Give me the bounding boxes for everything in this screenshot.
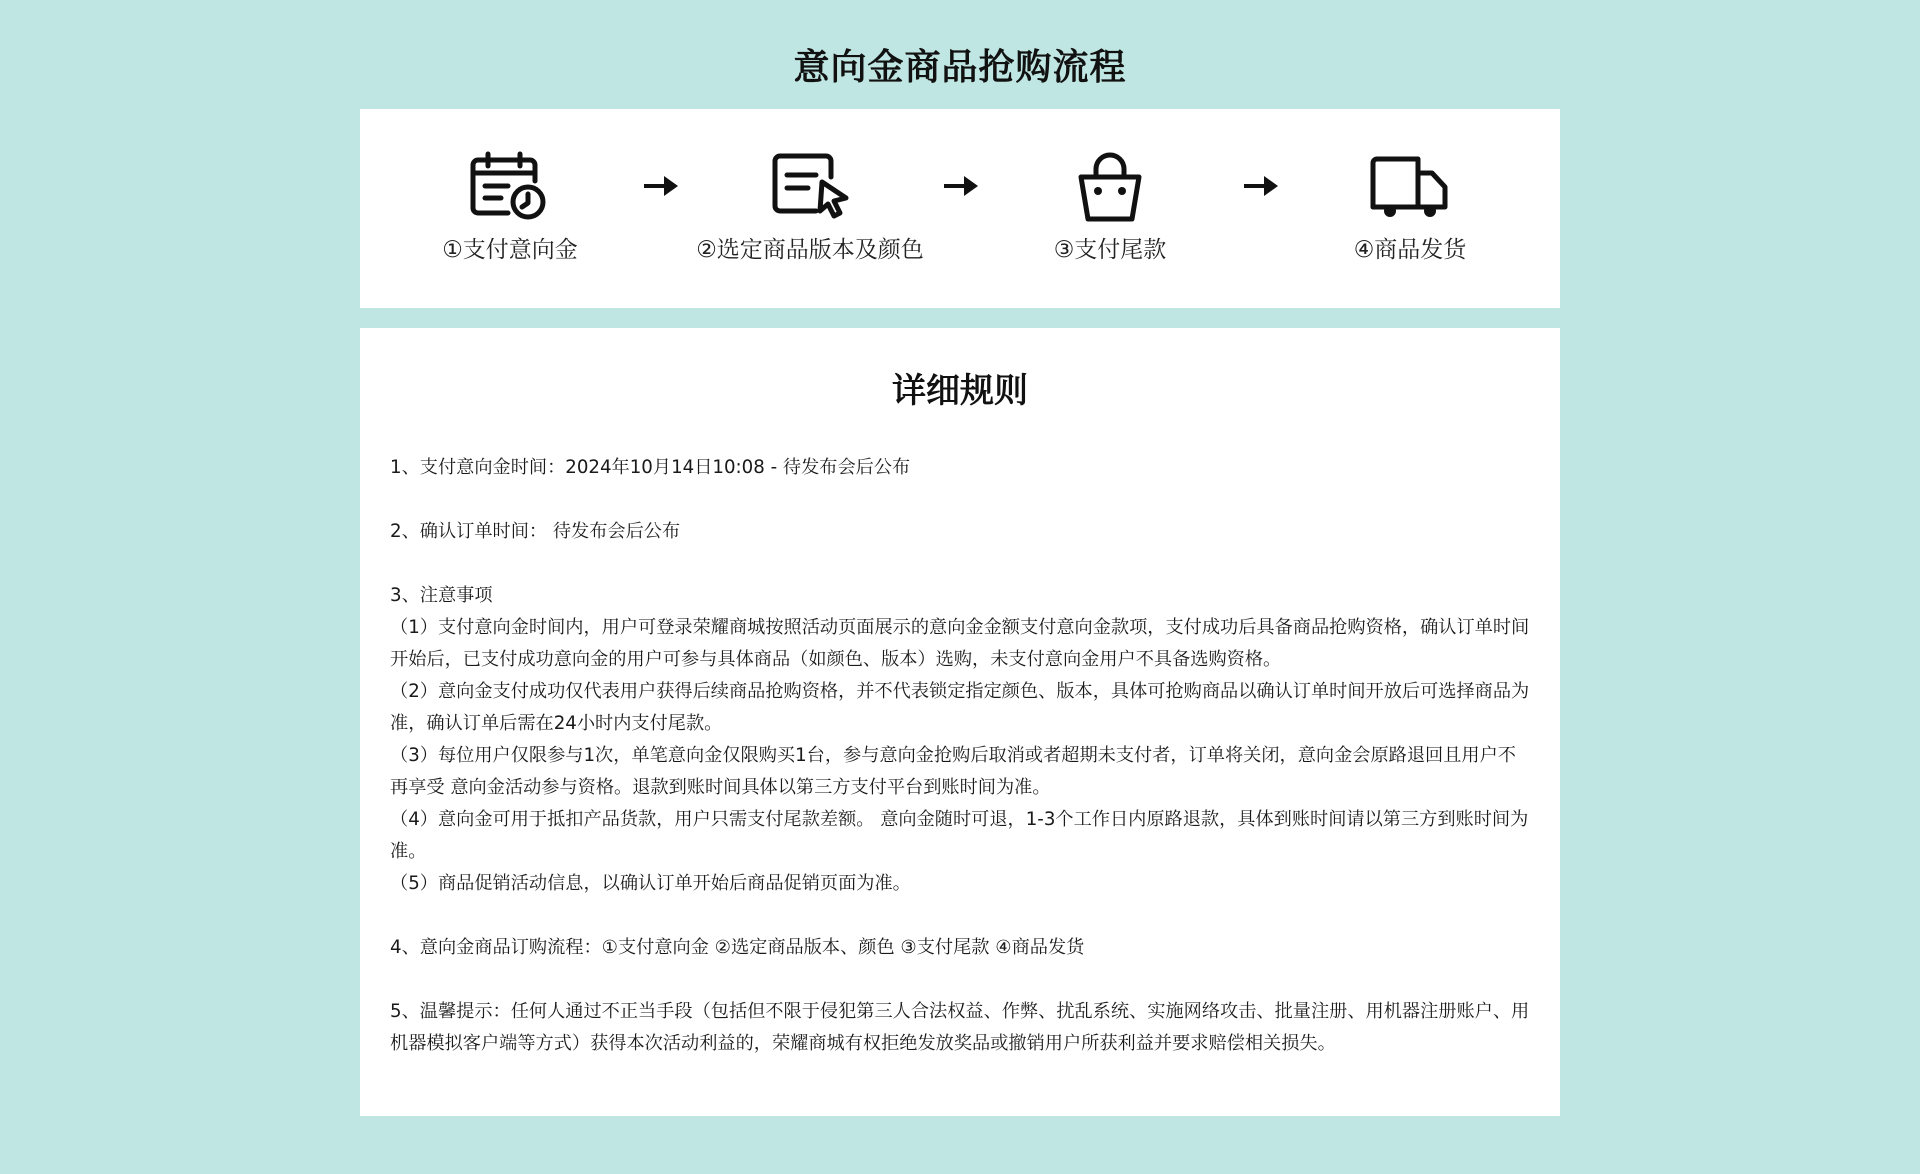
delivery-truck-icon xyxy=(1368,151,1452,223)
flow-step-2 xyxy=(660,151,960,265)
rule-item-3-heading: 3、注意事项 xyxy=(390,585,493,606)
rule-note-3: （3）每位用户仅限参与1次，单笔意向金仅限购买1台，参与意向金抢购后取消或者超期未支付者，订单将关闭，意向金会原路退回且用户不再享受 意向金活动参与资格。退款到账时间具体以第三方支付平台到账时间为准。 xyxy=(390,745,1516,798)
flow-step-label: ④商品发货 xyxy=(1353,237,1467,263)
rule-note-2: （2）意向金支付成功仅代表用户获得后续商品抢购资格，并不代表锁定指定颜色、版本，具体可抢购商品以确认订单时间开放后可选择商品为准，确认订单后需在24小时内支付尾款。 xyxy=(390,681,1530,734)
rule-item-1: 1、支付意向金时间：2024年10月14日10:08 - 待发布会后公布 xyxy=(390,457,911,478)
flow-steps-panel xyxy=(360,109,1560,308)
flow-step-1 xyxy=(360,151,660,265)
calendar-clock-icon xyxy=(468,151,552,223)
rule-note-1: （1）支付意向金时间内，用户可登录荣耀商城按照活动页面展示的意向金金额支付意向金款项，支付成功后具备商品抢购资格，确认订单时间开始后，已支付成功意向金的用户可参与具体商品（如颜色、版本）选购，未支付意向金用户不具备选购资格。 xyxy=(390,617,1530,670)
flow-step-label: ①支付意向金 xyxy=(442,237,578,263)
rule-item-2: 2、确认订单时间： 待发布会后公布 xyxy=(390,521,681,542)
page-title: 意向金商品抢购流程 xyxy=(793,47,1127,88)
rules-title: 详细规则 xyxy=(892,371,1028,411)
flow-step-3 xyxy=(960,151,1260,265)
flow-step-label: ②选定商品版本及颜色 xyxy=(696,237,924,263)
rule-item-5: 5、温馨提示：任何人通过不正当手段（包括但不限于侵犯第三人合法权益、作弊、扰乱系统、实施网络攻击、批量注册、用机器注册账户、用机器模拟客户端等方式）获得本次活动利益的，荣耀商城有权拒绝发放奖品或撤销用户所获利益并要求赔偿相关损失。 xyxy=(390,1001,1530,1054)
rule-note-4: （4）意向金可用于抵扣产品货款，用户只需支付尾款差额。 意向金随时可退，1-3个工作日内原路退款，具体到账时间请以第三方到账时间为准。 xyxy=(390,809,1529,862)
rules-panel xyxy=(360,328,1560,1116)
rules-body xyxy=(390,452,1532,1060)
flow-step-label: ③支付尾款 xyxy=(1053,237,1167,263)
shopping-bag-icon xyxy=(1068,151,1152,223)
rule-item-4: 4、意向金商品订购流程：①支付意向金 ②选定商品版本、颜色 ③支付尾款 ④商品发货 xyxy=(390,937,1085,958)
edit-select-icon xyxy=(768,151,852,223)
flow-step-4 xyxy=(1260,151,1560,265)
rule-note-5: （5）商品促销活动信息，以确认订单开始后商品促销页面为准。 xyxy=(390,873,911,894)
